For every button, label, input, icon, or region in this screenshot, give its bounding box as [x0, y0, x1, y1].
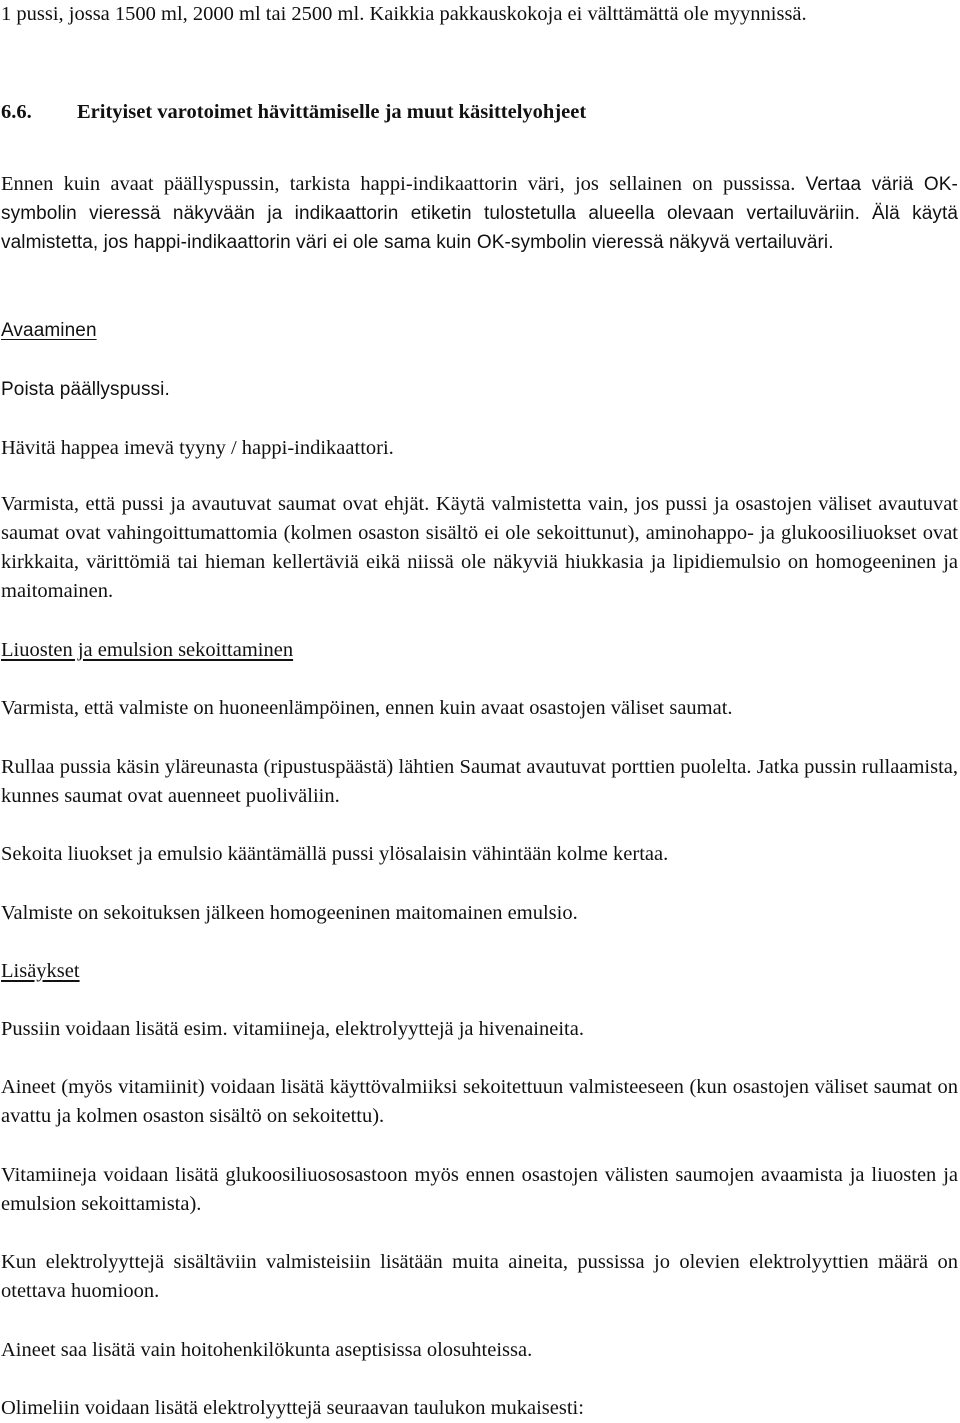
additions-paragraph-1: Pussiin voidaan lisätä esim. vitamiineja, elektrolyyttejä ja hivenaineita. [1, 1018, 584, 1040]
additions-heading: Lisäykset [1, 960, 80, 982]
section-title: Erityiset varotoimet hävittämiselle ja muut käsittelyohjeet [77, 101, 587, 123]
check-paragraph [1, 170, 958, 257]
mixing-paragraph-1: Varmista, että valmiste on huoneenlämpöinen, ennen kuin avaat osastojen väliset saumat. [1, 697, 733, 719]
mixing-paragraph-3: Sekoita liuokset ja emulsio kääntämällä pussi ylösalaisin vähintään kolme kertaa. [1, 843, 669, 865]
section-number: 6.6. [1, 101, 32, 123]
check-sentence-1: Ennen kuin avaat päällyspussin, tarkista happi-indikaattorin väri, jos sellainen on pussissa. [1, 173, 796, 195]
additions-paragraph-3: Vitamiineja voidaan lisätä glukoosiliuososastoon myös ennen osastojen välisten saumojen avaamista ja liuosten ja emulsion sekoittamista). [1, 1164, 958, 1215]
opening-step-1: Poista päällyspussi. [1, 379, 170, 400]
check-sentence-3: Älä käytä valmistetta, jos happi-indikaattorin väri ei ole sama kuin OK-symbolin vieressä näkyvä vertailuväri. [1, 203, 959, 253]
additions-paragraph-5: Aineet saa lisätä vain hoitohenkilökunta aseptisissa olosuhteissa. [1, 1339, 533, 1361]
opening-step-3: Varmista, että pussi ja avautuvat saumat ovat ehjät. Käytä valmistetta vain, jos pussi ja osastojen väliset avautuvat saumat ovat vahingoittumattomia (kolmen osaston sisältö ei ole sekoittunut), aminohappo- ja glukoosiliuokset ovat kirkkaita, värittömiä tai hieman kellertäviä eikä niissä ole näkyviä hiukkasia ja lipidiemulsio on homogeeninen ja maitomainen. [1, 493, 958, 602]
opening-heading: Avaaminen [1, 320, 97, 341]
section-heading [1, 98, 586, 127]
mixing-paragraph-4: Valmiste on sekoituksen jälkeen homogeeninen maitomainen emulsio. [1, 902, 578, 924]
additions-paragraph-4: Kun elektrolyyttejä sisältäviin valmisteisiin lisätään muita aineita, pussissa jo olevien elektrolyyttien määrä on otettava huomioon. [1, 1251, 958, 1302]
check-sentence-2: Vertaa väriä OK-symbolin vieressä näkyvään ja indikaattorin etiketin tulostetulla alueella olevaan vertailuväriin. [1, 174, 958, 224]
opening-step-2: Hävitä happea imevä tyyny / happi-indikaattori. [1, 437, 394, 459]
mixing-heading: Liuosten ja emulsion sekoittaminen [1, 639, 294, 661]
additions-paragraph-6: Olimeliin voidaan lisätä elektrolyyttejä seuraavan taulukon mukaisesti: [1, 1397, 584, 1419]
mixing-paragraph-2: Rullaa pussia käsin yläreunasta (ripustuspäästä) lähtien Saumat avautuvat porttien puolelta. Jatka pussin rullaamista, kunnes saumat ovat auenneet puoliväliin. [1, 756, 958, 807]
intro-paragraph: 1 pussi, jossa 1500 ml, 2000 ml tai 2500 ml. Kaikkia pakkauskokoja ei välttämättä ole myynnissä. [1, 3, 807, 25]
additions-paragraph-2: Aineet (myös vitamiinit) voidaan lisätä käyttövalmiiksi sekoitettuun valmisteeseen (kun osastojen väliset saumat on avattu ja kolmen osaston sisältö on sekoitettu). [1, 1076, 958, 1127]
